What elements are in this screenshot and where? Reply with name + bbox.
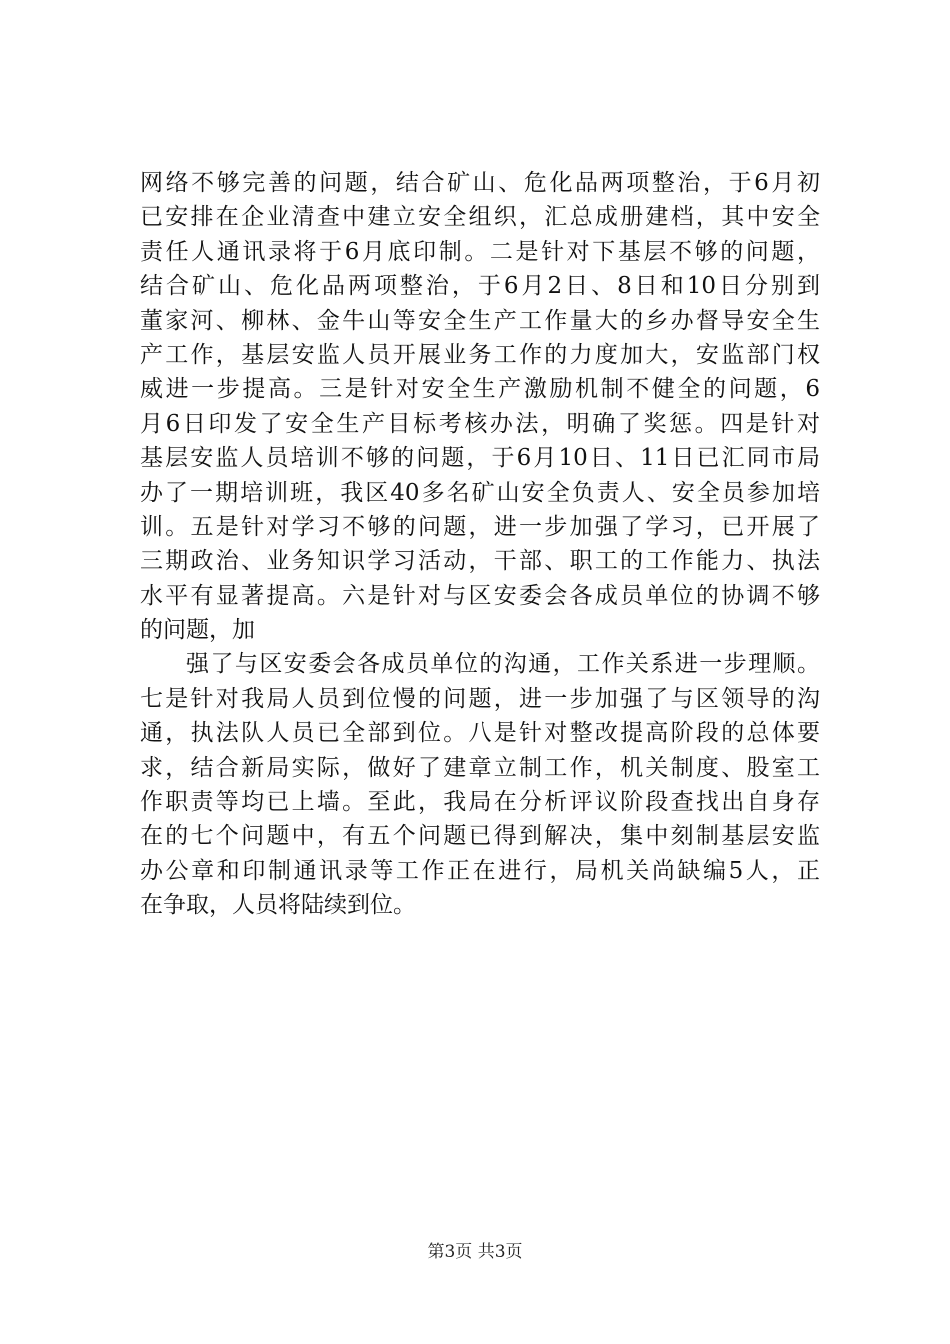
text-line: 结合矿山、危化品两项整治，于6月2日、8日和10日分别到 (140, 273, 820, 300)
text-line: 基层安监人员培训不够的问题，于6月10日、11日已汇同市局 (140, 445, 820, 472)
body-text (140, 166, 820, 923)
text-line: 的问题，加 (140, 617, 255, 644)
text-line: 董家河、柳林、金牛山等安全生产工作量大的乡办督导安全生 (140, 307, 820, 334)
text-line: 在争取，人员将陆续到位。 (140, 892, 416, 919)
text-line: 办公章和印制通讯录等工作正在进行，局机关尚缺编5人，正 (140, 857, 820, 884)
text-line: 三期政治、业务知识学习活动，干部、职工的工作能力、执法 (140, 548, 820, 575)
text-line: 网络不够完善的问题，结合矿山、危化品两项整治，于6月初 (140, 170, 820, 196)
text-line: 七是针对我局人员到位慢的问题，进一步加强了与区领导的沟 (140, 685, 820, 712)
text-line: 威进一步提高。三是针对安全生产激励机制不健全的问题，6 (140, 376, 820, 403)
text-line: 已安排在企业清查中建立安全组织，汇总成册建档，其中安全 (140, 204, 820, 231)
text-line: 办了一期培训班，我区40多名矿山安全负责人、安全员参加培 (140, 479, 820, 506)
text-line: 责任人通讯录将于6月底印制。二是针对下基层不够的问题， (140, 238, 820, 265)
text-line: 训。五是针对学习不够的问题，进一步加强了学习，已开展了 (140, 513, 820, 540)
text-line: 水平有显著提高。六是针对与区安委会各成员单位的协调不够 (140, 582, 820, 609)
text-line: 产工作，基层安监人员开展业务工作的力度加大，安监部门权 (140, 341, 820, 368)
text-line: 在的七个问题中，有五个问题已得到解决，集中刻制基层安监 (140, 823, 820, 850)
text-line: 通，执法队人员已全部到位。八是针对整改提高阶段的总体要 (140, 720, 820, 747)
text-line: 月6日印发了安全生产目标考核办法，明确了奖惩。四是针对 (140, 410, 820, 437)
text-line: 作职责等均已上墙。至此，我局在分析评议阶段查找出自身存 (140, 789, 820, 816)
page-footer: 第3页 共3页 (427, 1242, 523, 1262)
paragraph-start-line: 强了与区安委会各成员单位的沟通，工作关系进一步理顺。 (186, 651, 820, 678)
text-line: 求，结合新局实际，做好了建章立制工作，机关制度、股室工 (140, 754, 820, 781)
